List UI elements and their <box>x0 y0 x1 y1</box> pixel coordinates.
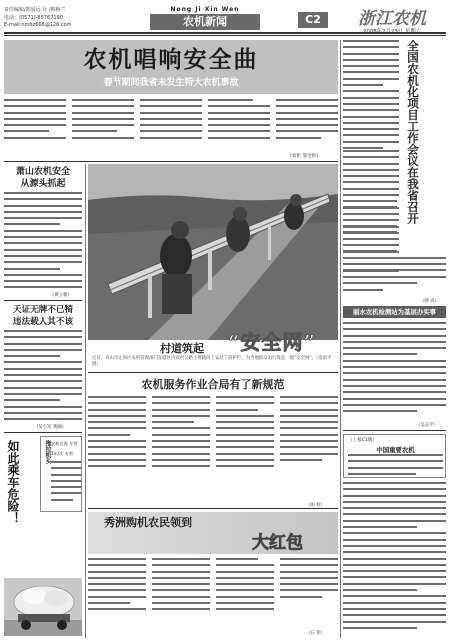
mid-title: 农机服务作业合局有了新规范 <box>141 378 285 391</box>
page-number-badge: C2 <box>298 12 328 28</box>
header-rule-bottom <box>4 35 446 36</box>
story2-body <box>4 330 82 425</box>
right-box-body <box>343 322 446 422</box>
header-rule-top <box>4 32 446 34</box>
header-editor: 责任编辑/郑展远 计 /韩梅兰 <box>4 7 66 13</box>
right-sub-label: （上接C1版） <box>348 438 378 443</box>
story2-title <box>4 304 82 328</box>
story1-title-line2: 从源头抓起 <box>20 179 66 189</box>
left-divider-1 <box>4 300 82 301</box>
bottom-title-big: 大红包 <box>252 533 303 553</box>
right-story1-body-a <box>343 40 399 150</box>
promo-body <box>51 461 81 509</box>
story2-byline: （吴小军 黄锦） <box>34 425 67 430</box>
right-byline2: （吴志平） <box>416 423 438 428</box>
story1-title <box>4 166 82 190</box>
story1-body <box>4 192 82 292</box>
lead-body <box>4 99 338 159</box>
lead-byline: (农机 邹全新) <box>290 154 319 159</box>
header-phone: 电话：(0571)-85767190 <box>4 15 63 21</box>
mid-top-rule <box>88 372 338 373</box>
right-sub-body <box>348 454 443 478</box>
right-box-title-bar: 丽水农机检测站为基层办实事 <box>343 306 446 318</box>
promo-vertical: 拖拉机头 <box>44 440 51 464</box>
mid-byline: （雨 柱） <box>306 503 325 508</box>
mid-body <box>88 396 338 500</box>
photo-title-big: “安全网” <box>228 330 317 354</box>
right-byline1: （韩 农） <box>420 299 439 304</box>
header-email: E-mail:nmbz668@126.com <box>4 22 72 28</box>
story1-title-line1: 萧山农机安全 <box>15 167 70 177</box>
story1-byline: （黄立新） <box>50 293 72 298</box>
promo-sub: 1年/次 专营 <box>51 451 74 456</box>
photo-title-small: 村道筑起 <box>160 342 204 355</box>
section-title: 农机新闻 <box>150 14 260 30</box>
section-pinyin: Nong Ji Xin Wen <box>170 6 240 13</box>
left-column-rule <box>85 164 86 638</box>
right-column-rule <box>340 40 341 638</box>
photo-caption: 近日，舟山市定海区农机管理部门在辖区内农村公路主要路段上安装了防护栏，为当地群众出行筑起一道“安全网”。（余国平 摄） <box>92 356 332 367</box>
lead-divider <box>4 161 338 162</box>
paper-logo: 浙江农机 <box>358 9 426 29</box>
bottom-title: 秀洲购机农民领到 <box>104 516 192 529</box>
right-sub-box <box>343 434 446 478</box>
left-divider-2 <box>4 432 82 433</box>
lead-subheadline: 春节期间我省未发生特大农机事故 <box>103 78 239 88</box>
right-story3-body <box>343 482 446 636</box>
main-photo <box>88 164 338 340</box>
mid-bottom-rule <box>88 508 338 509</box>
promo-text: 农机仓库 专营 <box>51 441 78 446</box>
bottom-body <box>88 558 338 634</box>
promo-box <box>40 436 82 512</box>
right-vertical-title: 全国农机化项目工作会议在我省召开 <box>406 40 420 224</box>
warning-headline: 如此乘车危险！ <box>6 440 20 524</box>
truck-photo <box>4 578 82 636</box>
lead-headline: 农机唱响安全曲 <box>83 46 259 73</box>
right-sub-title: 中国重要农机 <box>376 446 415 454</box>
right-story1-body-c <box>343 200 446 300</box>
right-divider <box>343 430 446 431</box>
story2-title-line1: 天证无牌不已犄 <box>12 305 74 315</box>
bottom-byline: （石 伟） <box>306 631 325 636</box>
story2-title-line2: 违法载人其不该 <box>12 317 74 327</box>
main-photo-art <box>88 164 338 340</box>
truck-photo-art <box>4 578 82 636</box>
